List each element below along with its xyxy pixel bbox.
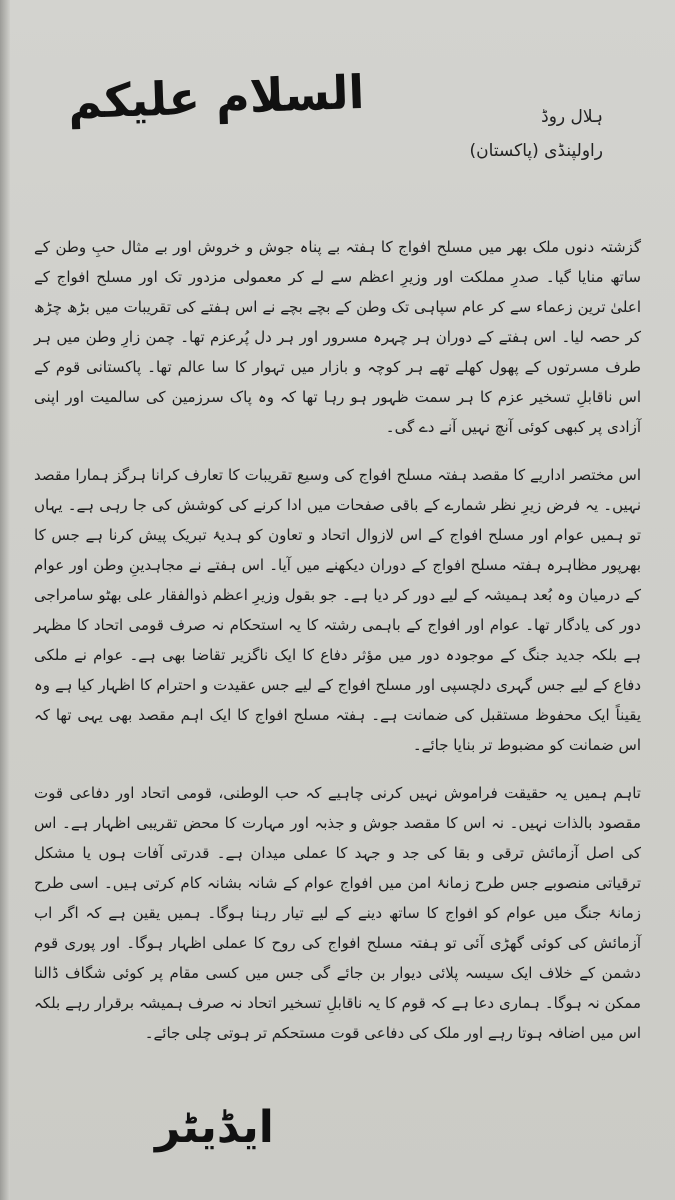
- page-edge-shadow: [0, 0, 10, 1200]
- paragraph-1: گزشتہ دنوں ملک بھر میں مسلح افواج کا ہفتہ بے پناہ جوش و خروش اور بے مثال حبِ وطن کے ساتھ منایا گیا۔ صدرِ مملکت اور وزیرِ اعظم سے لے کر معمولی مزدور تک اور مسلح افواج کے اعلیٰ ترین زعماء سے کر عام سپاہی تک وطن کے بچے بچے نے اس ہفتے کی تقریبات میں بڑھ چڑھ کر حصہ لیا۔ اس ہفتے کے دوران ہر چہرہ مسرور اور ہر دل پُرعزم تھا۔ چمن زارِ وطن میں ہر طرف مسرتوں کے پھول کھلے تھے ہر کوچہ و بازار میں تہوار کا سا عالم تھا۔ پاکستانی قوم کے اس ناقابلِ تسخیر عزم کا ہر سمت ظہور ہو رہا تھا کہ وہ پاک سرزمین کی سالمیت اور اپنی آزادی پر کبھی کوئی آنچ نہیں آنے دے گی۔: [34, 238, 641, 436]
- editor-signature: ایڈیٹر: [155, 1102, 274, 1153]
- paragraph-3: تاہم ہمیں یہ حقیقت فراموش نہیں کرنی چاہیے کہ حب الوطنی، قومی اتحاد اور دفاعی قوت مقصود بالذات نہیں۔ نہ اس کا مقصد جوش و جذبہ اور مہارت کا محض تقریبی اظہار ہے۔ اس کی اصل آزمائش ترقی و بقا کی جد و جہد کا عملی میدان ہے۔ قدرتی آفات ہوں یا مشکل ترقیاتی منصوبے جس طرح زمانۂ امن میں افواج عوام کے شانہ بشانہ کام کرتی ہیں۔ اسی طرح زمانۂ جنگ میں عوام کو افواج کا ساتھ دینے کے لیے تیار رہنا ہوگا۔ ہمیں یقین ہے کہ اگر اب آزمائش کی کوئی گھڑی آئی تو ہفتہ مسلح افواج کی روح کا عملی اظہار ہوگا۔ اور پوری قوم دشمن کے خلاف ایک سیسہ پلائی دیوار بن جائے گی جس میں کسی مقام پر کوئی شگاف ڈالنا ممکن نہ ہوگا۔ ہماری دعا ہے کہ قوم کا یہ ناقابلِ تسخیر اتحاد نہ صرف ہمیشہ برقرار رہے بلکہ اس میں اضافہ ہوتا رہے اور ملک کی دفاعی قوت مستحکم تر ہوتی چلی جائے۔: [34, 784, 641, 1042]
- address-line-street: ہلال روڈ: [541, 107, 603, 127]
- greeting-heading: السلام علیکم: [67, 64, 366, 130]
- editorial-body: [34, 232, 641, 1066]
- address-block: [470, 100, 603, 168]
- address-line-city: راولپنڈی (پاکستان): [469, 141, 603, 161]
- paragraph-2: اس مختصر اداریے کا مقصد ہفتہ مسلح افواج کی وسیع تقریبات کا تعارف کرانا ہرگز ہمارا مقصد نہیں۔ یہ فرض زیرِ نظر شمارے کے باقی صفحات میں ادا کرنے کی کوشش کی جا رہی ہے۔ یہاں تو ہمیں عوام اور مسلح افواج کے اس لازوال اتحاد و تعاون کو ہدیۂ تبریک پیش کرنا ہے جس کا بھرپور مظاہرہ ہفتہ مسلح افواج کے دوران دیکھنے میں آیا۔ اس ہفتے نے مجاہدینِ وطن اور عوام کے درمیان وہ بُعد ہمیشہ کے لیے دور کر دیا ہے۔ جو بقول وزیرِ اعظم ذوالفقار علی بھٹو سامراجی دور کی یادگار تھا۔ عوام اور افواج کے باہمی رشتہ کا یہ استحکام نہ صرف قومی اتحاد کا مظہر ہے بلکہ جدید جنگ کے موجودہ دور میں مؤثر دفاع کا ایک ناگزیر تقاضا بھی ہے۔ عوام نے ملکی دفاع کے لیے جس گہری دلچسپی اور مسلح افواج کے لیے جس عقیدت و احترام کا اظہار کیا ہے وہ یقیناً ایک محفوظ مستقبل کی ضمانت ہے۔ ہفتہ مسلح افواج کا ایک اہم مقصد بھی یہی تھا کہ اس ضمانت کو مضبوط تر بنایا جائے۔: [34, 466, 641, 754]
